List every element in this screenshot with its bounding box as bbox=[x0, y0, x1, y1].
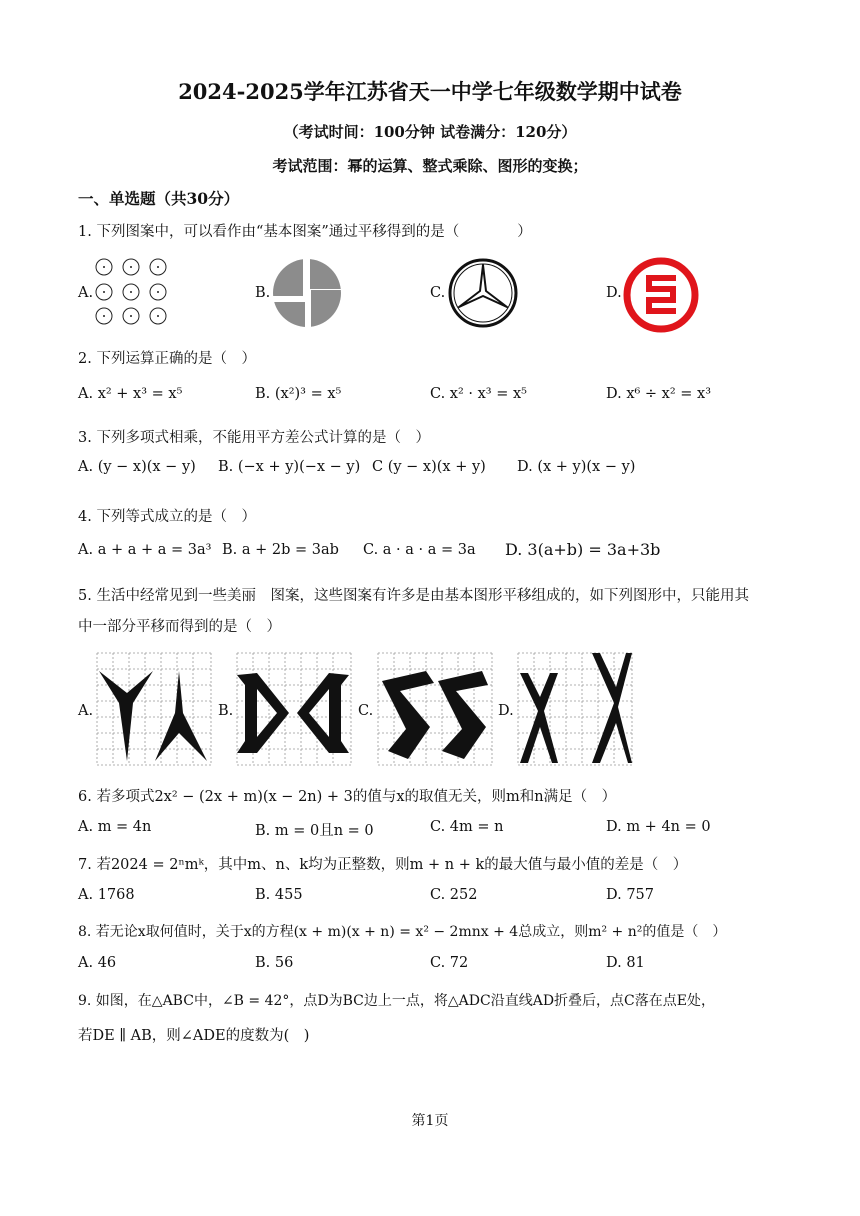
q3-option-c: C (y − x)(x + y) bbox=[372, 459, 486, 475]
q5-option-b-grid-figure bbox=[237, 653, 351, 765]
q5-option-a-label: A. bbox=[78, 703, 94, 719]
q4-option-d: D. 3(a+b) = 3a+3b bbox=[505, 540, 661, 559]
q3-option-d: D. (x + y)(x − y) bbox=[517, 459, 636, 475]
q5-option-c-label: C. bbox=[358, 703, 374, 719]
q4-option-a: A. a + a + a = 3a³ bbox=[78, 542, 212, 558]
q4-option-c: C. a · a · a = 3a bbox=[363, 542, 476, 558]
question-7-stem: 7. 若2024 = 2ⁿmᵏ，其中m、n、k均为正整数，则m + n + k的最大值与最小值的差是（ ） bbox=[78, 857, 688, 873]
q5-option-c-grid-figure bbox=[378, 653, 492, 765]
q3-option-a: A. (y − x)(x − y) bbox=[78, 459, 196, 475]
q1-option-c-label: C. bbox=[430, 285, 446, 301]
q1-option-b-label: B. bbox=[255, 285, 271, 301]
question-9-stem-line1: 9. 如图，在△ABC中，∠B = 42°，点D为BC边上一点，将△ADC沿直线AD折叠后，点C落在点E处， bbox=[78, 993, 715, 1009]
question-2-stem: 2. 下列运算正确的是（ ） bbox=[78, 351, 256, 367]
q5-option-d-label: D. bbox=[498, 703, 514, 719]
q5-option-a-grid-figure bbox=[97, 653, 211, 765]
exam-title: 2024-2025学年江苏省天一中学七年级数学期中试卷 bbox=[178, 79, 682, 104]
q7-option-b: B. 455 bbox=[255, 887, 303, 903]
q1-option-a-label: A. bbox=[78, 285, 94, 301]
q7-option-c: C. 252 bbox=[430, 887, 478, 903]
q5-option-b-label: B. bbox=[218, 703, 234, 719]
q7-option-d: D. 757 bbox=[606, 887, 655, 903]
question-5-stem-line1: 5. 生活中经常见到一些美丽 图案，这些图案有许多是由基本图形平移组成的，如下列图形中，只能用其 bbox=[78, 588, 749, 604]
exam-info: （考试时间：100分钟 试卷满分：120分） bbox=[283, 123, 577, 141]
exam-scope: 考试范围：幂的运算、整式乘除、图形的变换； bbox=[272, 157, 588, 175]
q8-option-a: A. 46 bbox=[78, 955, 117, 971]
q1-option-d-red-logo-figure bbox=[622, 256, 700, 334]
q1-option-a-circles-figure bbox=[94, 257, 174, 327]
q3-option-b: B. (−x + y)(−x − y) bbox=[218, 459, 361, 475]
q1-option-b-logo-figure bbox=[272, 258, 342, 328]
section-title: 一、单选题（共30分） bbox=[78, 189, 240, 208]
question-8-stem: 8. 若无论x取何值时，关于x的方程(x + m)(x + n) = x² − 2mnx + 4总成立，则m² + n²的值是（ ） bbox=[78, 924, 727, 940]
question-4-stem: 4. 下列等式成立的是（ ） bbox=[78, 509, 256, 525]
page-number: 第1页 bbox=[411, 1113, 449, 1129]
q2-option-c: C. x² · x³ = x⁵ bbox=[430, 386, 527, 402]
q7-option-a: A. 1768 bbox=[78, 887, 135, 903]
q8-option-d: D. 81 bbox=[606, 955, 645, 971]
q4-option-b: B. a + 2b = 3ab bbox=[222, 542, 339, 558]
q2-option-a: A. x² + x³ = x⁵ bbox=[78, 386, 183, 402]
q1-option-d-label: D. bbox=[606, 285, 622, 301]
q2-option-b: B. (x²)³ = x⁵ bbox=[255, 386, 342, 402]
question-5-stem-line2: 中一部分平移而得到的是（ ） bbox=[78, 619, 281, 635]
q5-option-d-grid-figure bbox=[518, 653, 632, 765]
question-6-stem: 6. 若多项式2x² − (2x + m)(x − 2n) + 3的值与x的取值无关，则m和n满足（ ） bbox=[78, 789, 617, 805]
q2-option-d: D. x⁶ ÷ x² = x³ bbox=[606, 386, 712, 402]
q6-option-b: B. m = 0且n = 0 bbox=[255, 823, 374, 839]
q6-option-a: A. m = 4n bbox=[78, 819, 152, 835]
q8-option-b: B. 56 bbox=[255, 955, 294, 971]
question-1-stem: 1. 下列图案中，可以看作由“基本图案”通过平移得到的是（ ） bbox=[78, 224, 532, 240]
q6-option-c: C. 4m = n bbox=[430, 819, 504, 835]
question-3-stem: 3. 下列多项式相乘，不能用平方差公式计算的是（ ） bbox=[78, 430, 430, 446]
q8-option-c: C. 72 bbox=[430, 955, 469, 971]
q6-option-d: D. m + 4n = 0 bbox=[606, 819, 711, 835]
q1-option-c-star-logo-figure bbox=[448, 258, 518, 328]
question-9-stem-line2: 若DE ∥ AB，则∠ADE的度数为( ) bbox=[78, 1028, 310, 1044]
